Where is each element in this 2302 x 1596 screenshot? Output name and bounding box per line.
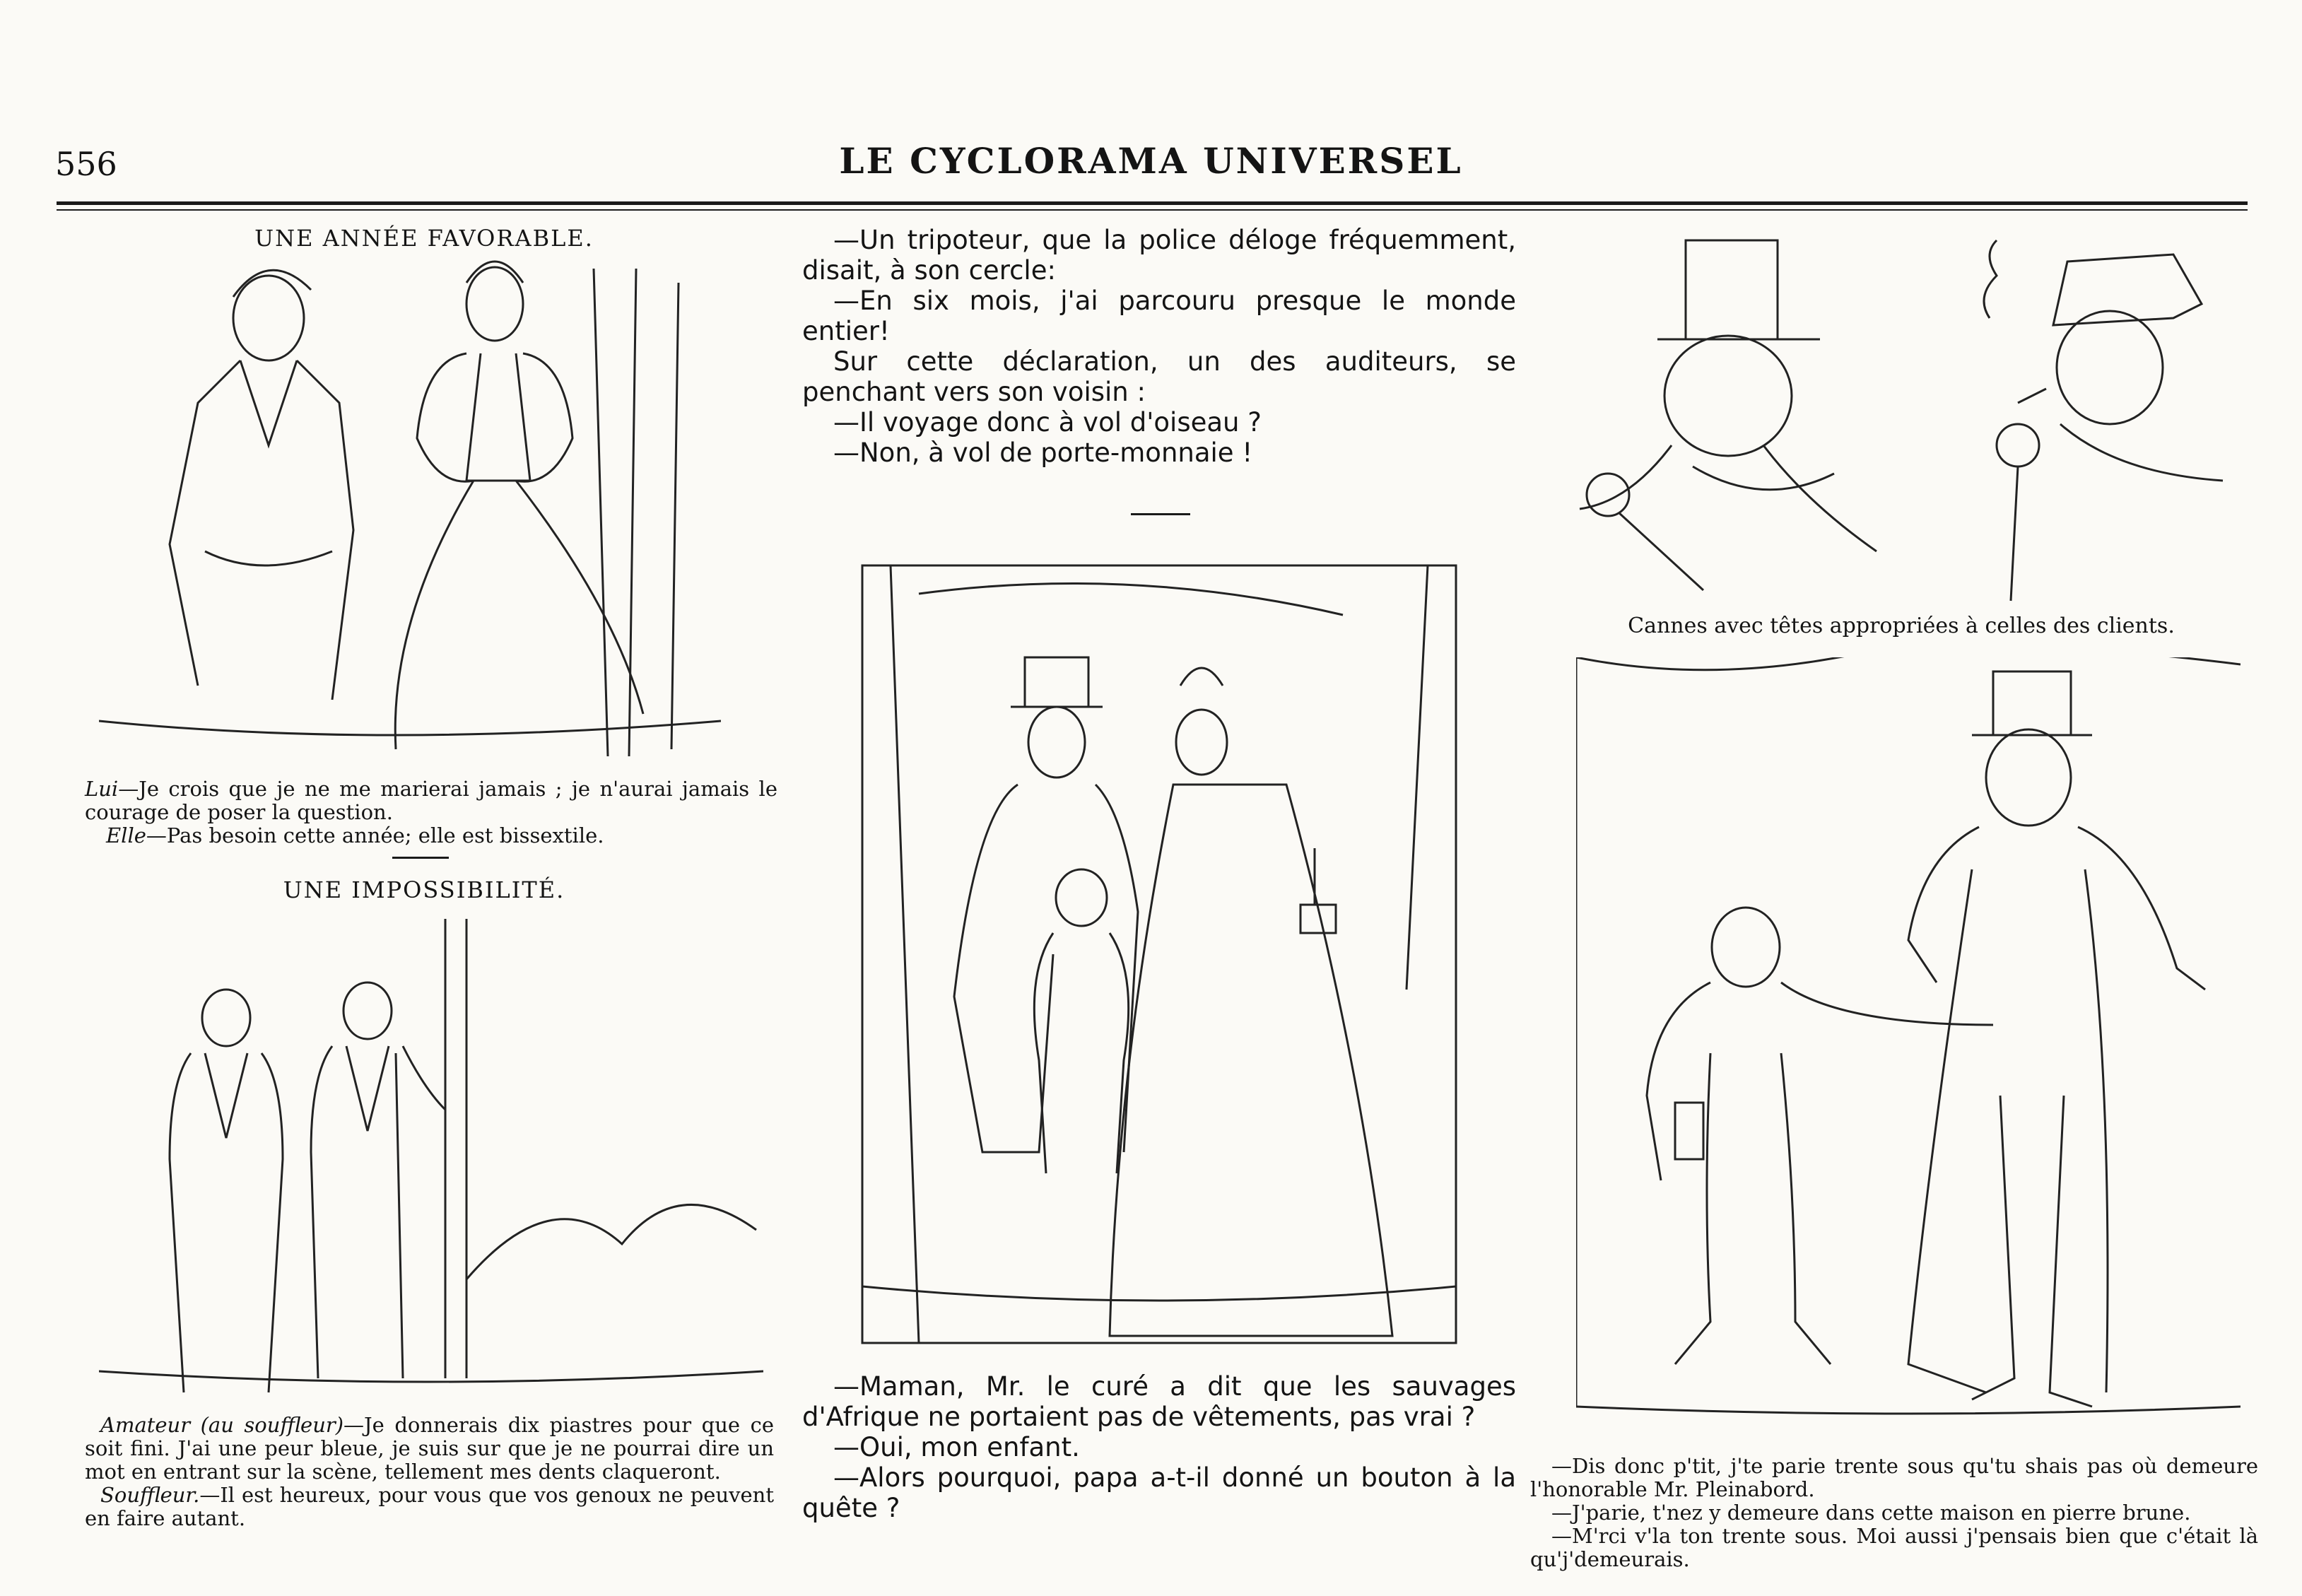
speaker-lui: Lui — [85, 777, 119, 801]
dialogue-pleinabord — [1530, 1455, 2258, 1571]
page-number: 556 — [55, 145, 117, 183]
joke2-line: —Maman, Mr. le curé a dit que les sauvages d'Afrique ne portaient pas de vêtements, pas vrai ? — [802, 1371, 1516, 1432]
dialogue-impossibilite — [85, 1414, 774, 1530]
joke1-line: —Non, à vol de porte-monnaie ! — [833, 438, 1253, 468]
line-elle: —Pas besoin cette année; elle est bissextile. — [146, 823, 604, 847]
section-title-impossibilite: UNE IMPOSSIBILITÉ. — [283, 876, 565, 903]
joke1-line: Sur cette déclaration, un des auditeurs, se penchant vers son voisin : — [802, 346, 1516, 407]
line-lui: —Je crois que je ne me marierai jamais ; je n'aurai jamais le courage de poser la question. — [85, 777, 777, 824]
joke2-line: —Oui, mon enfant. — [833, 1432, 1080, 1462]
joke1-line: —Un tripoteur, que la police déloge fréquemment, disait, à son cercle: — [802, 225, 1516, 286]
joke1-line: —En six mois, j'ai parcouru presque le monde entier! — [802, 286, 1516, 346]
speaker-amateur: Amateur (au souffleur) — [100, 1413, 344, 1437]
cane-caption: Cannes avec têtes appropriées à celles des clients. — [1628, 614, 2175, 638]
illustration-boy-gentleman — [1576, 657, 2241, 1435]
joke2-line: —Alors pourquoi, papa a-t-il donné un bouton à la quête ? — [802, 1462, 1516, 1523]
dialogue-line: —J'parie, t'nez y demeure dans cette maison en pierre brune. — [1551, 1501, 2191, 1525]
header-rule — [57, 201, 2248, 205]
section-title-annee-favorable: UNE ANNÉE FAVORABLE. — [254, 225, 594, 252]
joke-tripoteur — [802, 225, 1516, 468]
joke1-line: —Il voyage donc à vol d'oiseau ? — [833, 407, 1262, 438]
line-amateur: —Je donnerais dix piastres pour que ce soit fini. J'ai une peur bleue, je suis sur que je ne pourrai dire un mot en entrant sur la scène, tellement mes dents claqueront. — [85, 1413, 774, 1484]
masthead-title: LE CYCLORAMA UNIVERSEL — [839, 140, 1463, 182]
illustration-family-cemetery — [848, 551, 1470, 1357]
dialogue-line: —M'rci v'la ton trente sous. Moi aussi j'pensais bien que c'était là qu'j'demeurais. — [1530, 1524, 2258, 1571]
illustration-cane-heads — [1551, 233, 2251, 608]
illustration-actors — [99, 912, 763, 1407]
dialogue-line: —Dis donc p'tit, j'te parie trente sous qu'tu shais pas où demeure l'honorable Mr. Pleinabord. — [1530, 1454, 2258, 1501]
illustration-couple — [99, 254, 721, 763]
joke-cure — [802, 1371, 1516, 1523]
middle-divider — [1131, 513, 1190, 515]
speaker-elle: Elle — [106, 823, 146, 847]
line-souffleur: —Il est heureux, pour vous que vos genoux ne peuvent en faire autant. — [85, 1483, 774, 1530]
header-rule-thin — [57, 209, 2248, 211]
dialogue-annee-favorable — [85, 778, 777, 847]
section-divider — [392, 857, 449, 859]
speaker-souffleur: Souffleur. — [100, 1483, 200, 1507]
